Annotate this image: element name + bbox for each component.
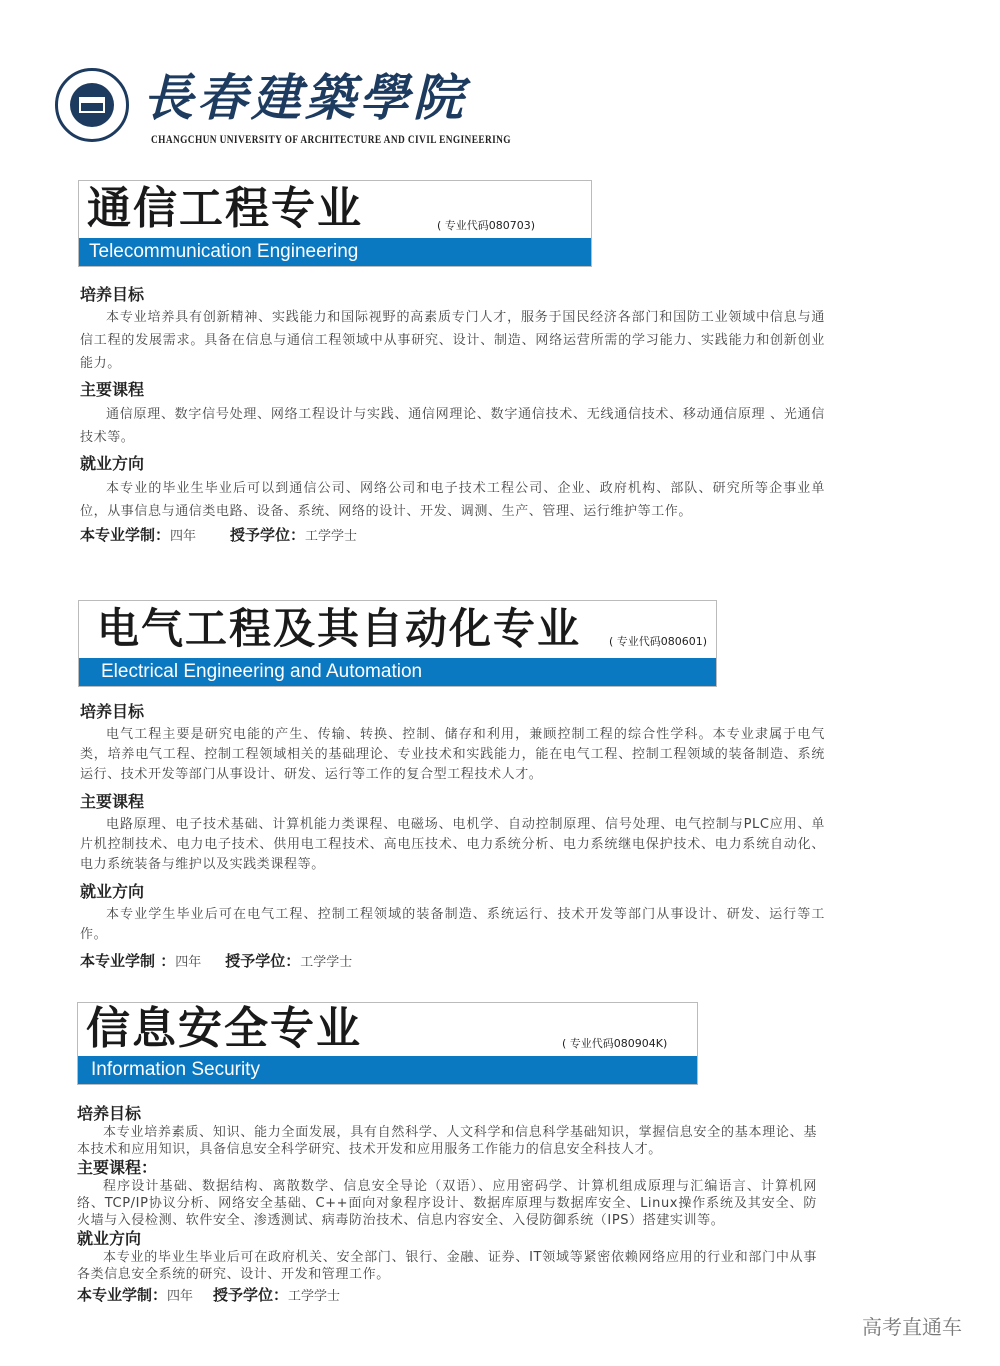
job-text: 本专业学生毕业后可在电气工程、控制工程领域的装备制造、系统运行、技术开发等部门从事设计、研发、运行等工作。: [80, 907, 825, 942]
duration-label: 本专业学制：: [80, 526, 171, 544]
major-english-title: Electrical Engineering and Automation: [79, 658, 716, 686]
major-english-title: Telecommunication Engineering: [79, 238, 591, 266]
major-title: 通信工程专业: [87, 183, 363, 234]
course-heading: 主要课程: [80, 792, 145, 811]
major-title: 信息安全专业: [86, 1003, 362, 1054]
duration-value: 四年: [170, 529, 197, 544]
goal-text: 电气工程主要是研究电能的产生、传输、转换、控制、储存和利用，兼顾控制工程的综合性学科。本专业隶属于电气类，培养电气工程、控制工程领域相关的基础理论、专业技术和实践能力，能在电气工程、控制工程领域的装备制造、系统运行、技术开发等部门从事设计、研发、运行等工作的复合型工程技术人才。: [80, 727, 825, 782]
logo-chinese-name: 長春建築學院: [143, 68, 467, 127]
degree-value: 工学学士: [300, 955, 353, 970]
goal-text: 本专业培养具有创新精神、实践能力和国际视野的高素质专门人才，服务于国民经济各部门和国防工业领域中信息与通信工程的发展需求。具备在信息与通信工程领域中从事研究、设计、制造、网络运营所需的学习能力、实践能力和创新创业能力。: [80, 310, 825, 371]
course-heading: 主要课程：: [77, 1158, 158, 1177]
degree-label: 授予学位：: [213, 1286, 289, 1304]
duration-label: 本专业学制 ：: [80, 952, 176, 970]
major-section-telecom: [80, 284, 825, 547]
course-text: 电路原理、电子技术基础、计算机能力类课程、电磁场、电机学、自动控制原理、信号处理、电气控制与PLC应用、单片机控制技术、电力电子技术、供用电工程技术、高电压技术、电力系统分析、电力系统继电保护技术、电力系统自动化、电力系统装备与维护以及实践类课程等。: [80, 817, 825, 872]
course-text: 通信原理、数字信号处理、网络工程设计与实践、通信网理论、数字通信技术、无线通信技术、移动通信原理 、光通信技术等。: [80, 407, 825, 445]
duration-degree: [80, 525, 825, 547]
major-title: 电气工程及其自动化专业: [97, 604, 582, 653]
goal-heading: 培养目标: [80, 285, 145, 304]
duration-value: 四年: [167, 1289, 194, 1304]
major-english-title: Information Security: [78, 1056, 697, 1084]
major-section-electrical: [80, 701, 825, 973]
degree-label: 授予学位：: [230, 526, 306, 544]
watermark: 高考直通车: [862, 1315, 962, 1339]
duration-label: 本专业学制：: [77, 1286, 168, 1304]
major-section-infosec: [77, 1104, 817, 1307]
goal-heading: 培养目标: [80, 702, 145, 721]
degree-value: 工学学士: [288, 1289, 341, 1304]
university-seal-icon: [55, 68, 129, 142]
major-code: ( 专业代码080904K): [562, 1037, 668, 1050]
major-header-electrical: [78, 600, 717, 687]
job-text: 本专业的毕业生毕业后可以到通信公司、网络公司和电子技术工程公司、企业、政府机构、部队、研究所等企事业单位，从事信息与通信类电路、设备、系统、网络的设计、开发、调测、生产、管理、运行维护等工作。: [80, 481, 825, 519]
degree-label: 授予学位：: [225, 952, 301, 970]
job-heading: 就业方向: [80, 882, 145, 901]
duration-degree: [77, 1285, 817, 1307]
degree-value: 工学学士: [305, 529, 358, 544]
logo-english-name: CHANGCHUN UNIVERSITY OF ARCHITECTURE AND CIVIL ENGINEERING: [151, 132, 511, 146]
duration-degree: [80, 951, 825, 973]
goal-text: 本专业培养素质、知识、能力全面发展，具有自然科学、人文科学和信息科学基础知识，掌握信息安全的基本理论、基本技术和应用知识，具备信息安全科学研究、技术开发和应用服务工作能力的信息安全科技人才。: [77, 1125, 817, 1157]
job-heading: 就业方向: [80, 454, 145, 473]
course-heading: 主要课程: [80, 380, 145, 399]
major-code: ( 专业代码080703): [437, 219, 536, 232]
major-header-telecom: [78, 180, 592, 267]
duration-value: 四年: [175, 955, 202, 970]
major-code: ( 专业代码080601): [609, 635, 708, 648]
job-text: 本专业的毕业生毕业后可在政府机关、安全部门、银行、金融、证券、IT领域等紧密依赖网络应用的行业和部门中从事各类信息安全系统的研究、设计、开发和管理工作。: [77, 1250, 817, 1282]
course-text: 程序设计基础、数据结构、离散数学、信息安全导论（双语）、应用密码学、计算机组成原理与汇编语言、计算机网络、TCP/IP协议分析、网络安全基础、C++面向对象程序设计、数据库原理与数据库安全、Linux操作系统及其安全、防火墙与入侵检测、软件安全、渗透测试、病毒防治技术、信息内容安全、入侵防御系统（IPS）搭建实训等。: [77, 1179, 817, 1228]
job-heading: 就业方向: [77, 1229, 142, 1248]
major-header-infosec: [77, 1002, 698, 1085]
goal-heading: 培养目标: [77, 1104, 142, 1123]
